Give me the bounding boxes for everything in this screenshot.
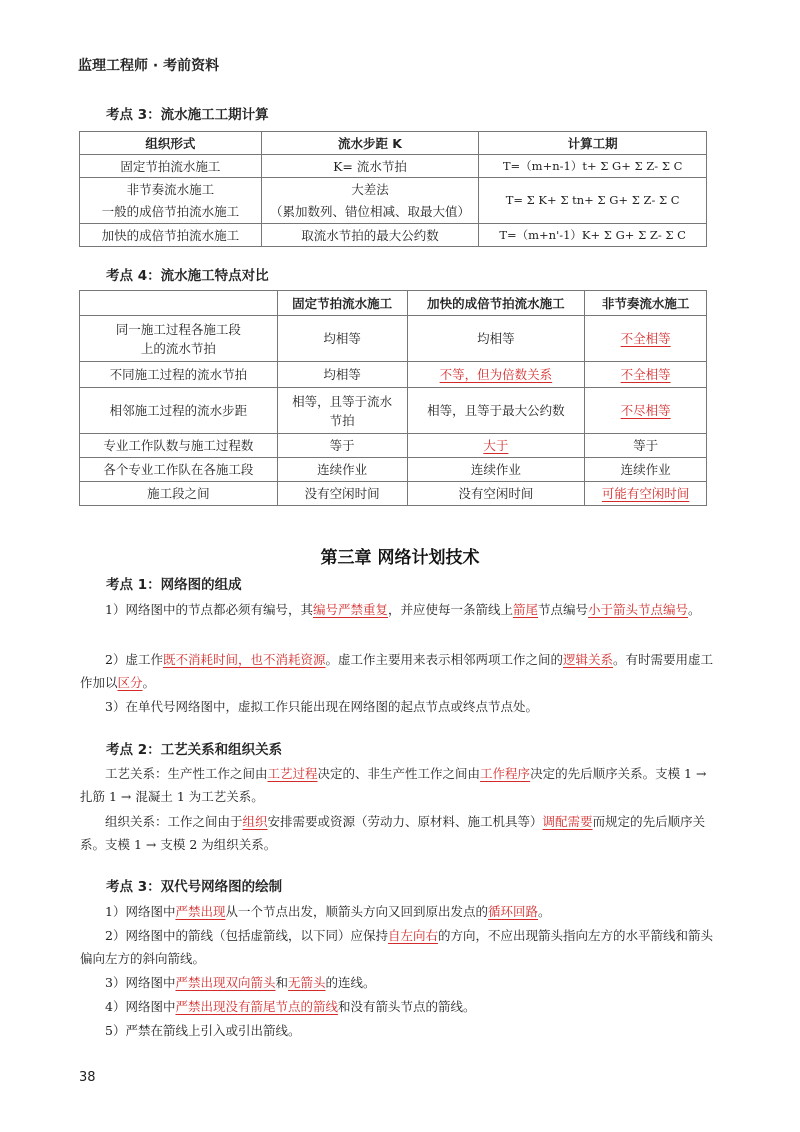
- table-cell: 一般的成倍节拍流水施工: [80, 201, 262, 224]
- table-cell-highlight: [585, 316, 707, 362]
- table-row: [80, 388, 707, 434]
- kp1-paragraph-3: 3）在单代号网络图中，虚拟工作只能出现在网络图的起点节点或终点节点处。: [105, 699, 538, 714]
- table-cell: 连续作业: [407, 458, 585, 482]
- table-cell: 专业工作队数与施工过程数: [80, 434, 278, 458]
- text-run: 节点编号: [538, 602, 589, 617]
- table-row: [80, 316, 707, 362]
- highlight-text: 严禁出现: [175, 904, 226, 919]
- highlight-text: 区分: [117, 675, 143, 690]
- section1-title: 考点 3：流水施工工期计算: [106, 107, 269, 123]
- highlight-text: 不尽相等: [620, 403, 671, 418]
- table-row: [80, 155, 707, 178]
- table-row: [80, 362, 707, 388]
- table-cell: 同一施工过程各施工段上的流水节拍: [80, 316, 278, 362]
- text-run: 的方向，不应出现箭头指向左方的水平箭线和箭头偏向左方的斜向箭线。: [80, 928, 713, 966]
- table-cell: 相邻施工过程的流水步距: [80, 388, 278, 434]
- highlight-text: 严禁出现双向箭头: [175, 975, 276, 990]
- highlight-text: 无箭头: [287, 975, 326, 990]
- duration-table: [79, 131, 707, 247]
- table-header: 固定节拍流水施工: [277, 291, 407, 316]
- table-cell: 取流水节拍的最大公约数: [261, 224, 479, 247]
- table-cell: 固定节拍流水施工: [80, 155, 262, 178]
- text-run: 3）网络图中: [105, 975, 176, 990]
- kp3-paragraph-2: [80, 924, 720, 970]
- kp3-paragraph-4: [80, 995, 720, 1018]
- text-run: ，并应使每一条箭线上: [387, 602, 513, 617]
- table-cell: 等于: [585, 434, 707, 458]
- page-number: 38: [79, 1070, 96, 1085]
- table-row: [80, 482, 707, 506]
- text-run: 的连线。: [325, 975, 376, 990]
- highlight-text: 可能有空闲时间: [601, 486, 690, 501]
- table-header: 非节奏流水施工: [585, 291, 707, 316]
- table-cell-highlight: [407, 434, 585, 458]
- table-header: 计算工期: [479, 132, 707, 155]
- highlight-text: 工艺过程: [267, 766, 318, 781]
- text-run: 组织关系：工作之间由于: [105, 814, 243, 829]
- text-run: 1）网络图中的节点都必须有编号，其: [105, 602, 313, 617]
- table-cell: 不同施工过程的流水节拍: [80, 362, 278, 388]
- text-run: 而规定的先后顺序关系。支模 1 → 支模 2 为组织关系。: [80, 814, 706, 852]
- kp3-paragraph-1: [80, 900, 720, 923]
- text-run: 1）网络图中: [105, 904, 176, 919]
- table-cell: 非节奏流水施工: [80, 178, 262, 201]
- table-cell: 施工段之间: [80, 482, 278, 506]
- text-run: 和: [275, 975, 288, 990]
- table-cell: T=（m+n-1）t+ Σ G+ Σ Z- Σ C: [479, 155, 707, 178]
- text-run: 。: [688, 602, 701, 617]
- highlight-text: 组织: [242, 814, 268, 829]
- highlight-text: 不全相等: [620, 367, 671, 382]
- kp2-paragraph-2: [80, 810, 720, 856]
- page-header: 监理工程师 · 考前资料: [78, 58, 220, 74]
- highlight-text: 严禁出现没有箭尾节点的箭线: [175, 999, 338, 1014]
- table-cell: 加快的成倍节拍流水施工: [80, 224, 262, 247]
- table-cell: 均相等: [277, 316, 407, 362]
- table-cell: K= 流水节拍: [261, 155, 479, 178]
- table-header: 组织形式: [80, 132, 262, 155]
- text-run: 。: [142, 675, 156, 690]
- kp3-paragraph-3: [80, 971, 720, 994]
- table-cell-highlight: [585, 388, 707, 434]
- text-run: 和没有箭头节点的箭线。: [337, 999, 476, 1014]
- kp3-title: 考点 3：双代号网络图的绘制: [106, 879, 283, 895]
- text-run: 2）网络图中的箭线（包括虚箭线，以下同）应保持: [105, 928, 388, 943]
- table-cell: 均相等: [277, 362, 407, 388]
- text-run: 工艺关系：生产性工作之间由: [105, 766, 268, 781]
- table-cell-highlight: [585, 362, 707, 388]
- comparison-table: [79, 290, 707, 506]
- kp2-paragraph-1: [80, 762, 720, 808]
- highlight-text: 调配需要: [542, 814, 593, 829]
- table-row: [80, 458, 707, 482]
- highlight-text: 不全相等: [620, 331, 671, 346]
- highlight-text: 逻辑关系: [562, 652, 613, 667]
- highlight-text: 自左向右: [387, 928, 438, 943]
- section2-title: 考点 4：流水施工特点对比: [106, 268, 269, 284]
- table-header-row: [80, 291, 707, 316]
- text-run: 决定的先后顺序关系。支模 1 → 扎筋 1 → 混凝土 1 为工艺关系。: [80, 766, 707, 804]
- highlight-text: 箭尾: [513, 602, 539, 617]
- table-cell: （累加数列、错位相减、取最大值）: [261, 201, 479, 224]
- text-run: 。虚工作主要用来表示相邻两项工作之间的: [325, 652, 563, 667]
- table-cell-highlight: [407, 362, 585, 388]
- table-row: [80, 224, 707, 247]
- text-run: 2）虚工作: [105, 652, 163, 667]
- table-cell: 相等，且等于最大公约数: [407, 388, 585, 434]
- table-cell: 均相等: [407, 316, 585, 362]
- highlight-text: 不等，但为倍数关系: [439, 367, 553, 382]
- table-header: 流水步距 K: [261, 132, 479, 155]
- table-cell: 没有空闲时间: [407, 482, 585, 506]
- kp3-paragraph-5: 5）严禁在箭线上引入或引出箭线。: [105, 1023, 301, 1038]
- text-run: 。有时需要用虚工作加以: [80, 652, 714, 690]
- text-run: 安排需要或资源（劳动力、原材料、施工机具等）: [267, 814, 543, 829]
- kp1-title: 考点 1：网络图的组成: [106, 577, 242, 593]
- highlight-text: 编号严禁重复: [312, 602, 388, 617]
- text-run: 。: [538, 904, 551, 919]
- kp1-paragraph-1: [80, 598, 720, 621]
- highlight-text: 小于箭头节点编号: [588, 602, 689, 617]
- table-header-row: [80, 132, 707, 155]
- chapter-title: 第三章 网络计划技术: [320, 548, 480, 568]
- table-cell: 相等，且等于流水节拍: [277, 388, 407, 434]
- text-run: 4）网络图中: [105, 999, 176, 1014]
- text-run: 从一个节点出发，顺箭头方向又回到原出发点的: [225, 904, 488, 919]
- table-header: 加快的成倍节拍流水施工: [407, 291, 585, 316]
- kp2-title: 考点 2：工艺关系和组织关系: [106, 742, 283, 758]
- highlight-text: 工作程序: [480, 766, 531, 781]
- table-cell: 大差法: [261, 178, 479, 201]
- table-cell: 连续作业: [585, 458, 707, 482]
- text-run: 决定的、非生产性工作之间由: [317, 766, 481, 781]
- table-cell: 各个专业工作队在各施工段: [80, 458, 278, 482]
- highlight-text: 循环回路: [487, 904, 538, 919]
- table-cell: 等于: [277, 434, 407, 458]
- highlight-text: 既不消耗时间，也不消耗资源: [162, 652, 326, 667]
- kp1-paragraph-2: [80, 648, 720, 694]
- table-cell: T=（m+n'-1）K+ Σ G+ Σ Z- Σ C: [479, 224, 707, 247]
- table-cell: 连续作业: [277, 458, 407, 482]
- highlight-text: 大于: [483, 438, 509, 453]
- table-row: [80, 434, 707, 458]
- table-cell: 没有空闲时间: [277, 482, 407, 506]
- table-header: [80, 291, 278, 316]
- table-row: [80, 178, 707, 201]
- table-cell: T= Σ K+ Σ tn+ Σ G+ Σ Z- Σ C: [479, 178, 707, 224]
- table-cell-highlight: [585, 482, 707, 506]
